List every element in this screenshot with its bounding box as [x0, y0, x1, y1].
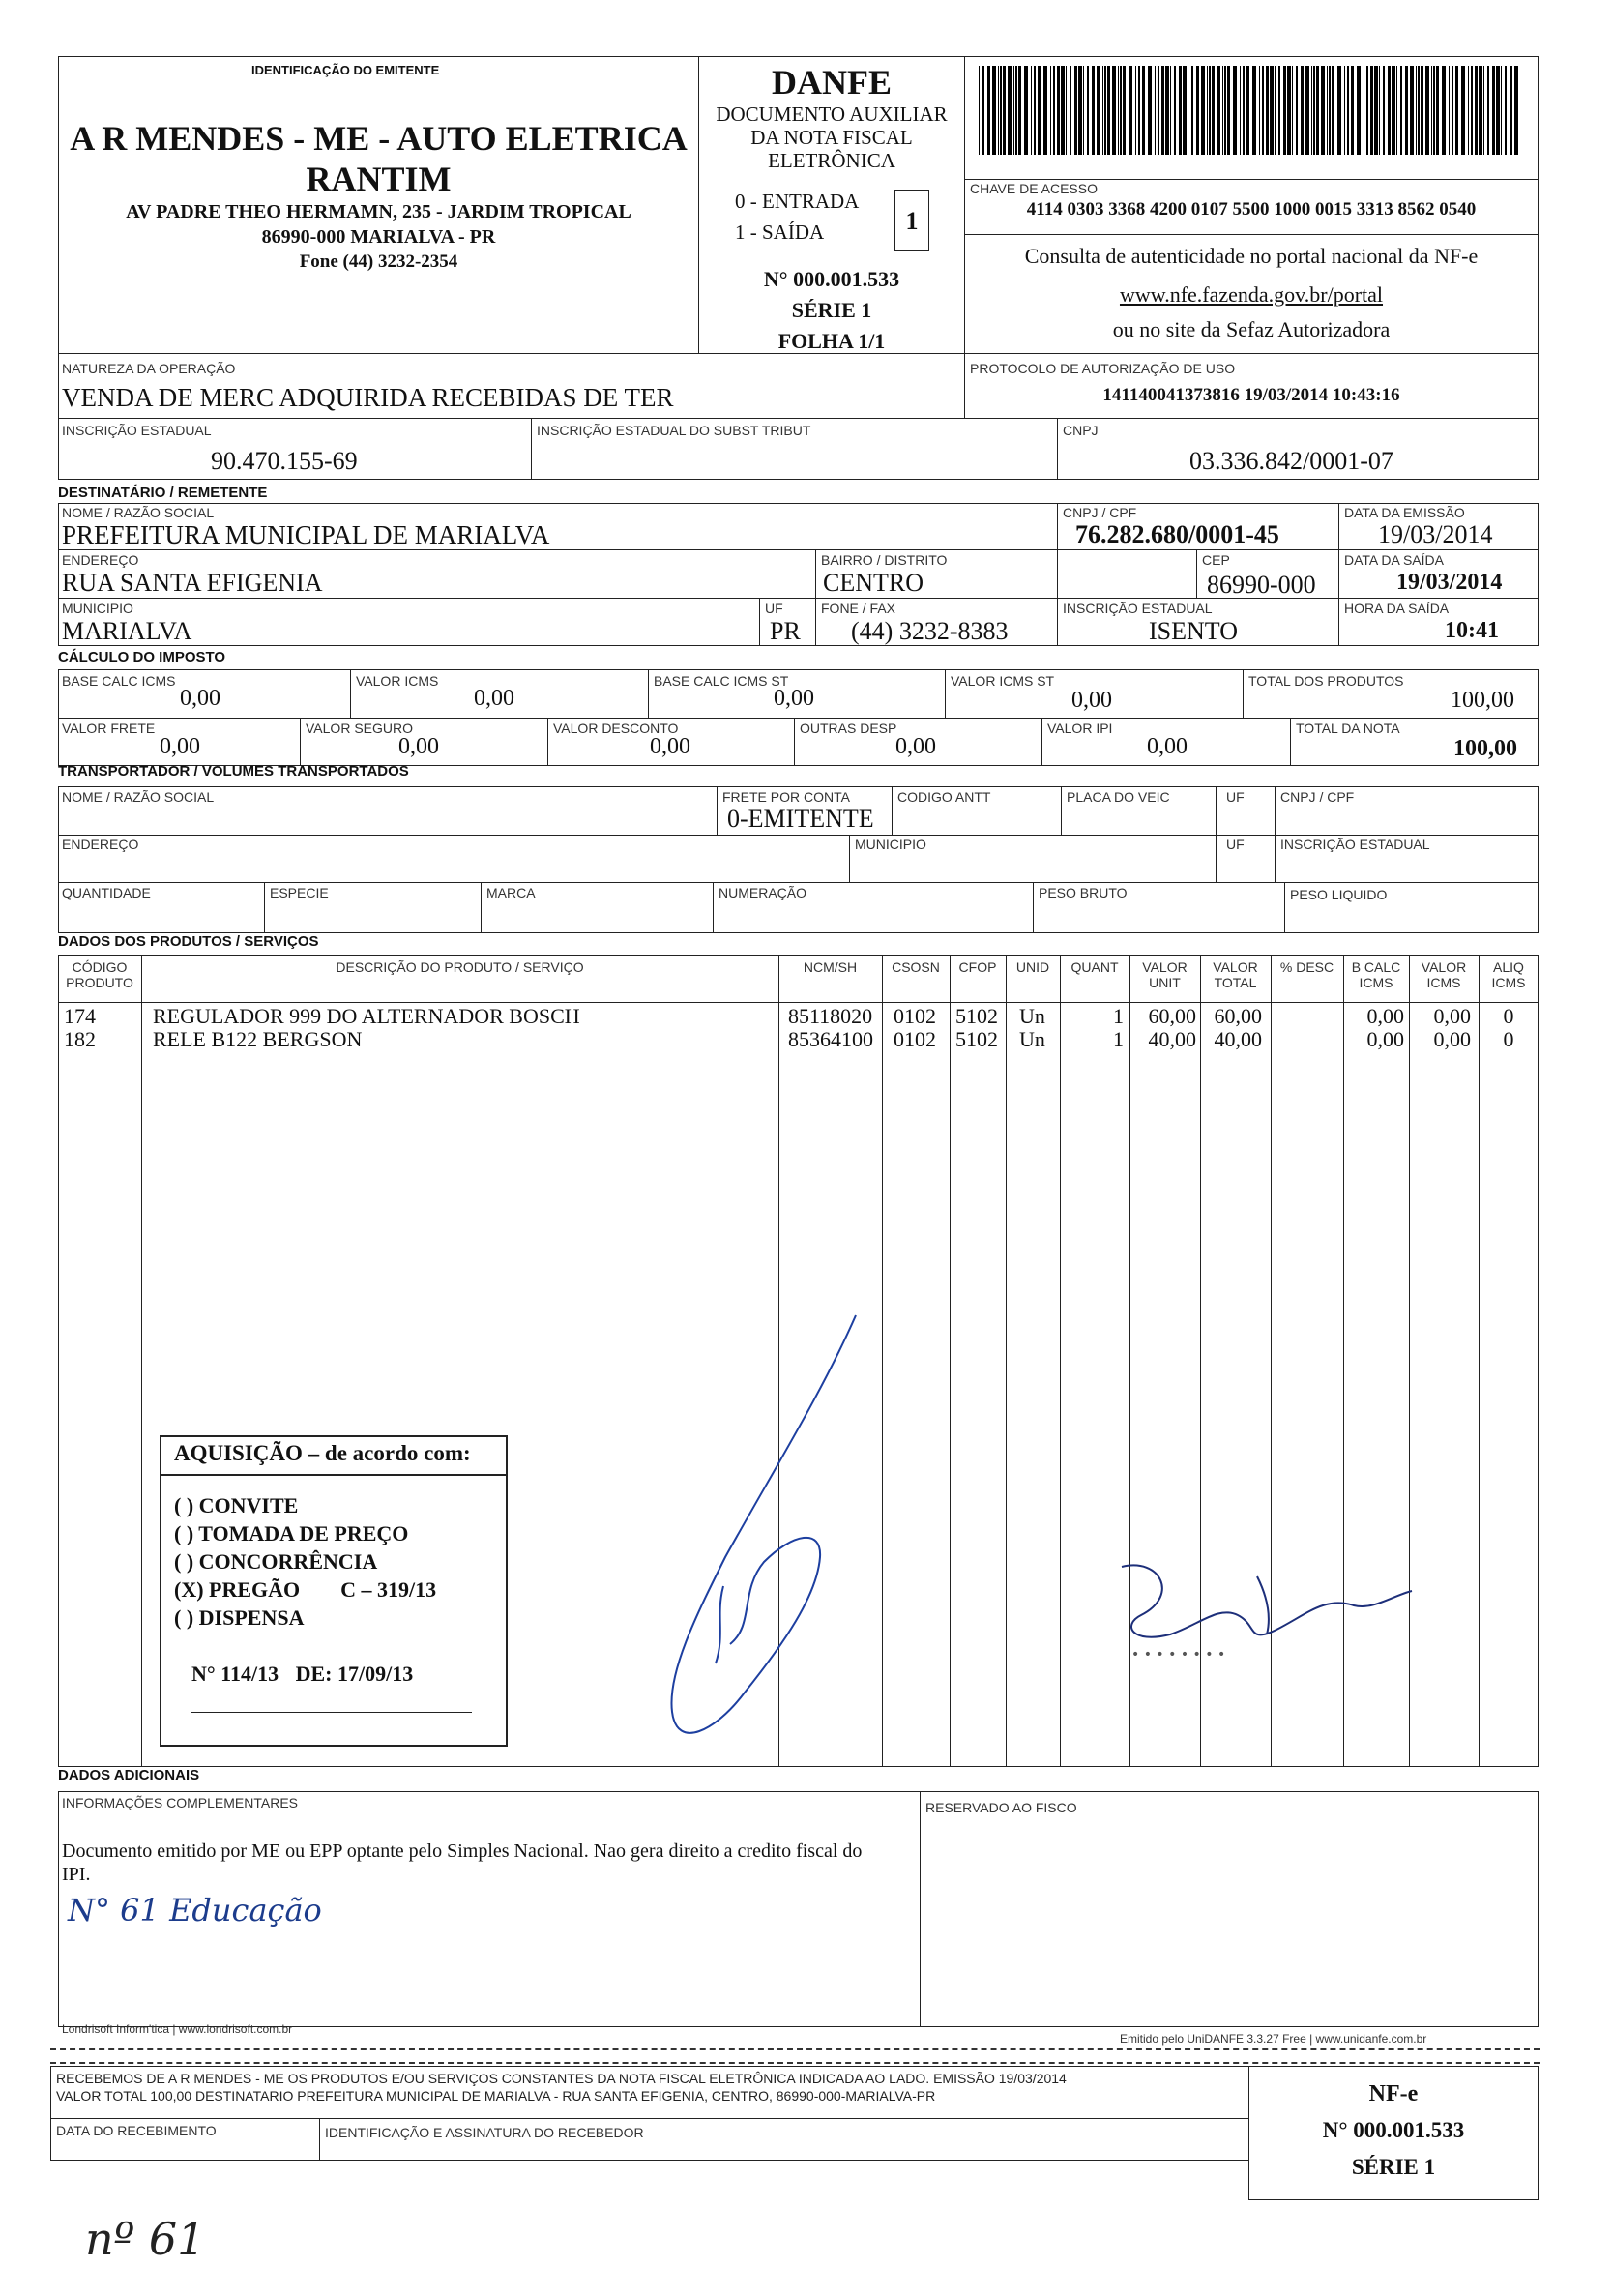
- th-vicms: VALOR ICMS: [1421, 959, 1467, 991]
- ie-value: 90.470.155-69: [211, 447, 358, 475]
- th-ncm: NCM/SH: [803, 959, 858, 975]
- row1-vicms: 0,00: [1433, 1027, 1471, 1051]
- transp-col-4: [1216, 786, 1217, 882]
- imposto-col-2: [648, 669, 649, 718]
- stamp-numero: N° 114/13: [191, 1662, 279, 1686]
- row0-csosn: 0102: [894, 1004, 936, 1028]
- transp-marca-label: MARCA: [486, 885, 536, 900]
- row1-vunit: 40,00: [1148, 1027, 1196, 1051]
- dest-col-line-2: [1338, 503, 1339, 646]
- dest-uf-label: UF: [765, 601, 783, 616]
- stamp-concorrencia: ( ) CONCORRÊNCIA: [174, 1549, 378, 1574]
- stamp-dispensa: ( ) DISPENSA: [174, 1605, 305, 1630]
- stamp-title: AQUISIÇÃO – de acordo com:: [174, 1441, 471, 1465]
- canhoto-assinatura-label: IDENTIFICAÇÃO E ASSINATURA DO RECEBEDOR: [325, 2125, 644, 2140]
- ipi-label: VALOR IPI: [1047, 721, 1113, 736]
- dest-emissao: 19/03/2014: [1378, 520, 1493, 548]
- transp-row-2: [58, 882, 1539, 883]
- base-st: 0,00: [774, 686, 814, 711]
- transp-antt-label: CODIGO ANTT: [897, 789, 991, 805]
- transp-frete: 0-EMITENTE: [727, 805, 874, 833]
- desconto: 0,00: [650, 734, 690, 759]
- dest-row-line-2: [58, 598, 1539, 599]
- imposto-col-9: [1290, 718, 1291, 766]
- row0-aliq: 0: [1503, 1004, 1514, 1028]
- stamp-options: [174, 1491, 436, 1632]
- transp-ie-label: INSCRIÇÃO ESTADUAL: [1280, 837, 1430, 852]
- emitente-address: AV PADRE THEO HERMAMN, 235 - JARDIM TROPICAL: [126, 201, 631, 222]
- transp-placa-label: PLACA DO VEIC: [1067, 789, 1170, 805]
- transp-col-9: [713, 882, 714, 933]
- danfe-subtitle1: DOCUMENTO AUXILIAR: [716, 103, 948, 126]
- stamp-pregao-row: [174, 1575, 436, 1604]
- dest-emissao-label: DATA DA EMISSÃO: [1344, 505, 1465, 520]
- stamp-data: DE: 17/09/13: [295, 1662, 414, 1686]
- stamp-title-line: [160, 1474, 508, 1476]
- transp-qtd-label: QUANTIDADE: [62, 885, 151, 900]
- th-bcalc: B CALC ICMS: [1351, 959, 1401, 991]
- stamp-number-row: [191, 1662, 413, 1687]
- receiver-signature: [1102, 1538, 1431, 1673]
- chave-label: CHAVE DE ACESSO: [970, 181, 1099, 196]
- info-label: INFORMAÇÕES COMPLEMENTARES: [62, 1795, 298, 1810]
- desconto-label: VALOR DESCONTO: [553, 721, 679, 736]
- canhoto-numero: N° 000.001.533: [1322, 2118, 1465, 2142]
- imposto-col-1: [350, 669, 351, 718]
- chave-consulta: Consulta de autenticidade no portal nacional da NF-e: [1024, 244, 1479, 268]
- dest-fone-label: FONE / FAX: [821, 601, 896, 616]
- row1-aliq: 0: [1503, 1027, 1514, 1051]
- row1-csosn: 0102: [894, 1027, 936, 1051]
- transp-cnpj-label: CNPJ / CPF: [1280, 789, 1355, 805]
- dest-bairro-label: BAIRRO / DISTRITO: [821, 552, 948, 568]
- emitente-name-line2: RANTIM: [306, 160, 452, 198]
- transp-uf-label: UF: [1226, 789, 1245, 805]
- dest-cep: 86990-000: [1207, 571, 1316, 599]
- adicionais-section-label: DADOS ADICIONAIS: [58, 1767, 200, 1783]
- danfe-serie: SÉRIE 1: [791, 298, 872, 322]
- ipi: 0,00: [1147, 734, 1188, 759]
- protocolo-label: PROTOCOLO DE AUTORIZAÇÃO DE USO: [970, 361, 1236, 376]
- fisco-label: RESERVADO AO FISCO: [925, 1800, 1077, 1815]
- seguro-label: VALOR SEGURO: [306, 721, 413, 736]
- prod-col-cfop: [1006, 955, 1007, 1767]
- stamp-convite: ( ) CONVITE: [174, 1493, 299, 1517]
- total-nota-label: TOTAL DA NOTA: [1296, 721, 1400, 736]
- th-desc: % DESC: [1279, 959, 1334, 975]
- stamp-pregao: (X) PREGÃO: [174, 1577, 301, 1602]
- danfe-subtitle3: ELETRÔNICA: [768, 149, 895, 172]
- row0-vicms: 0,00: [1433, 1004, 1471, 1028]
- dest-hora: 10:41: [1445, 618, 1499, 643]
- emitente-section-label: IDENTIFICAÇÃO DO EMITENTE: [251, 63, 440, 77]
- total-nota: 100,00: [1453, 736, 1517, 761]
- th-csosn: CSOSN: [892, 959, 940, 975]
- dest-nome-label: NOME / RAZÃO SOCIAL: [62, 505, 215, 520]
- signature-scribble: [648, 1306, 899, 1770]
- dest-endereco-label: ENDEREÇO: [62, 552, 139, 568]
- valor-icms: 0,00: [474, 686, 514, 711]
- transp-bruto-label: PESO BRUTO: [1039, 885, 1128, 900]
- row1-codigo: 182: [64, 1027, 96, 1051]
- th-codigo: CÓDIGO PRODUTO: [66, 959, 133, 991]
- canhoto-text1: RECEBEMOS DE A R MENDES - ME OS PRODUTOS E/OU SERVIÇOS CONSTANTES DA NOTA FISCAL ELETRÔNICA INDICADA AO LADO. EMISSÃO 19/03/2014: [56, 2071, 1067, 2086]
- cut-line-2: [50, 2062, 1540, 2064]
- danfe-saida: 1 - SAÍDA: [735, 221, 825, 244]
- transp-col-1: [717, 786, 718, 835]
- imposto-col-4: [1243, 669, 1244, 718]
- transp-numeracao-label: NUMERAÇÃO: [719, 885, 807, 900]
- emitente-city: 86990-000 MARIALVA - PR: [261, 226, 496, 248]
- th-quant: QUANT: [1070, 959, 1119, 975]
- valor-icms-label: VALOR ICMS: [356, 673, 439, 689]
- dest-cnpj: 76.282.680/0001-45: [1075, 520, 1279, 548]
- imposto-col-3: [945, 669, 946, 718]
- dest-saida: 19/03/2014: [1396, 570, 1503, 595]
- dest-uf: PR: [770, 617, 801, 645]
- total-prod-label: TOTAL DOS PRODUTOS: [1248, 673, 1404, 689]
- cnpj-emit-label: CNPJ: [1063, 423, 1099, 438]
- dest-col-line-1: [1057, 503, 1058, 646]
- transp-col-2: [892, 786, 893, 835]
- cnpj-emit-value: 03.336.842/0001-07: [1189, 447, 1393, 475]
- transp-row-1: [58, 835, 1539, 836]
- row0-quant: 1: [1113, 1004, 1124, 1028]
- imposto-row-line: [58, 718, 1539, 719]
- transp-col-7: [264, 882, 265, 933]
- seguro: 0,00: [398, 734, 439, 759]
- transp-endereco-label: ENDEREÇO: [62, 837, 139, 852]
- canhoto-col-line: [319, 2118, 320, 2161]
- valor-st: 0,00: [1071, 688, 1112, 713]
- row1-ncm: 85364100: [788, 1027, 873, 1051]
- imposto-col-5: [300, 718, 301, 766]
- emitente-name-line1: A R MENDES - ME - AUTO ELETRICA: [70, 119, 688, 158]
- barcode-image: [979, 66, 1525, 155]
- canhoto-serie: SÉRIE 1: [1351, 2155, 1436, 2179]
- info-text: Documento emitido por ME ou EPP optante pelo Simples Nacional. Nao gera direito a credito fiscal do IPI.: [62, 1840, 863, 1885]
- transportador-section-label: TRANSPORTADOR / VOLUMES TRANSPORTADOS: [58, 763, 409, 780]
- svg-text:• • • • • • • •: • • • • • • • •: [1131, 1647, 1226, 1663]
- emitente-name: [58, 118, 699, 199]
- natureza-label: NATUREZA DA OPERAÇÃO: [62, 361, 236, 376]
- bottom-handwritten: nº 61: [85, 2213, 206, 2265]
- row0-bcalc: 0,00: [1366, 1004, 1404, 1028]
- stamp-pregao-num: C – 319/13: [340, 1577, 437, 1602]
- stamp-sign-line: [191, 1712, 472, 1713]
- dest-col-line-4: [1196, 549, 1197, 598]
- canhoto-text2: VALOR TOTAL 100,00 DESTINATARIO PREFEITURA MUNICIPAL DE MARIALVA - RUA SANTA EFIGENIA, CENTRO, 86990-000-MARIALVA-PR: [56, 2088, 936, 2104]
- stamp-tomada: ( ) TOMADA DE PREÇO: [174, 1521, 409, 1545]
- outras-label: OUTRAS DESP: [800, 721, 897, 736]
- cut-line-1: [50, 2048, 1540, 2050]
- transp-col-11: [1284, 882, 1285, 933]
- canhoto-row-line: [50, 2118, 1249, 2119]
- th-vtotal: VALOR TOTAL: [1213, 959, 1258, 991]
- th-descricao: DESCRIÇÃO DO PRODUTO / SERVIÇO: [336, 959, 584, 975]
- software-right: Emitido pelo UniDANFE 3.3.27 Free | www.unidanfe.com.br: [1120, 2032, 1427, 2046]
- dest-ie-label: INSCRIÇÃO ESTADUAL: [1063, 601, 1213, 616]
- dest-bairro: CENTRO: [823, 569, 924, 597]
- base-st-label: BASE CALC ICMS ST: [654, 673, 789, 689]
- row0-vunit: 60,00: [1148, 1004, 1196, 1028]
- chave-value: 4114 0303 3368 4200 0107 5500 1000 0015 3313 8562 0540: [1026, 199, 1477, 220]
- imposto-col-6: [547, 718, 548, 766]
- th-vunit: VALOR UNIT: [1142, 959, 1188, 991]
- row0-descricao: REGULADOR 999 DO ALTERNADOR BOSCH: [153, 1004, 580, 1028]
- base-icms: 0,00: [180, 686, 220, 711]
- row0-vtotal: 60,00: [1214, 1004, 1262, 1028]
- destinatario-section-label: DESTINATÁRIO / REMETENTE: [58, 485, 268, 501]
- produtos-header-line: [58, 1002, 1539, 1003]
- transp-nome-label: NOME / RAZÃO SOCIAL: [62, 789, 215, 805]
- software-left: Londrisoft Inform'tica | www.londrisoft.com.br: [62, 2022, 293, 2036]
- base-icms-label: BASE CALC ICMS: [62, 673, 176, 689]
- th-aliq: ALIQ ICMS: [1491, 959, 1526, 991]
- dest-municipio: MARIALVA: [62, 617, 192, 645]
- valor-st-label: VALOR ICMS ST: [951, 673, 1055, 689]
- dest-municipio-label: MUNICIPIO: [62, 601, 133, 616]
- fisco-box: [920, 1791, 1539, 2027]
- transp-col-6: [849, 835, 850, 882]
- dest-endereco: RUA SANTA EFIGENIA: [62, 569, 323, 597]
- row1-cfop: 5102: [955, 1027, 998, 1051]
- dest-cep-label: CEP: [1202, 552, 1230, 568]
- th-cfop: CFOP: [958, 959, 997, 975]
- row0-unid: Un: [1019, 1004, 1045, 1028]
- dest-cnpj-label: CNPJ / CPF: [1063, 505, 1137, 520]
- row1-bcalc: 0,00: [1366, 1027, 1404, 1051]
- imposto-section-label: CÁLCULO DO IMPOSTO: [58, 649, 226, 665]
- danfe-tipo: 1: [905, 207, 919, 235]
- dest-col-line-3: [815, 549, 816, 646]
- transp-uf2-label: UF: [1226, 837, 1245, 852]
- row1-descricao: RELE B122 BERGSON: [153, 1027, 363, 1051]
- th-unid: UNID: [1015, 959, 1050, 975]
- row0-cfop: 5102: [955, 1004, 998, 1028]
- danfe-entrada: 0 - ENTRADA: [735, 190, 860, 213]
- frete-label: VALOR FRETE: [62, 721, 156, 736]
- prod-col-csosn: [950, 955, 951, 1767]
- danfe-title: DANFE: [772, 63, 892, 102]
- emitente-phone: Fone (44) 3232-2354: [299, 251, 458, 272]
- row0-ncm: 85118020: [788, 1004, 873, 1028]
- prod-col-unid: [1060, 955, 1061, 1767]
- imposto-col-8: [1041, 718, 1042, 766]
- dest-nome: PREFEITURA MUNICIPAL DE MARIALVA: [62, 520, 550, 549]
- dest-row-line-1: [58, 549, 1539, 550]
- transp-col-10: [1033, 882, 1034, 933]
- ie-st-label: INSCRIÇÃO ESTADUAL DO SUBST TRIBUT: [537, 423, 811, 438]
- row1-vtotal: 40,00: [1214, 1027, 1262, 1051]
- transp-col-5: [1275, 786, 1276, 882]
- danfe-folha: FOLHA 1/1: [777, 329, 886, 353]
- chave-url[interactable]: www.nfe.fazenda.gov.br/portal: [1119, 282, 1384, 307]
- transp-municipio-label: MUNICIPIO: [855, 837, 926, 852]
- canhoto-nfe: NF-e: [1368, 2081, 1419, 2106]
- frete: 0,00: [160, 734, 200, 759]
- row1-unid: Un: [1019, 1027, 1045, 1051]
- ie-label: INSCRIÇÃO ESTADUAL: [62, 423, 212, 438]
- danfe-subtitle: [698, 103, 965, 172]
- dest-col-line-5: [759, 598, 760, 646]
- row1-quant: 1: [1113, 1027, 1124, 1051]
- prod-col-vicms: [1479, 955, 1480, 1767]
- transp-col-8: [481, 882, 482, 933]
- transp-frete-label: FRETE POR CONTA: [722, 789, 850, 805]
- dest-saida-label: DATA DA SAÍDA: [1344, 552, 1444, 568]
- outras: 0,00: [895, 734, 936, 759]
- transp-especie-label: ESPECIE: [270, 885, 329, 900]
- danfe-numero: N° 000.001.533: [763, 267, 900, 291]
- dest-fone: (44) 3232-8383: [851, 617, 1009, 645]
- prod-col-codigo: [141, 955, 142, 1767]
- produtos-section-label: DADOS DOS PRODUTOS / SERVIÇOS: [58, 933, 319, 950]
- info-handwritten: N° 61 Educação: [68, 1892, 322, 1928]
- total-prod: 100,00: [1451, 688, 1514, 713]
- natureza-value: VENDA DE MERC ADQUIRIDA RECEBIDAS DE TER: [62, 383, 674, 412]
- canhoto-data-label: DATA DO RECEBIMENTO: [56, 2123, 217, 2138]
- danfe-subtitle2: DA NOTA FISCAL: [750, 126, 913, 149]
- dest-ie: ISENTO: [1149, 617, 1238, 645]
- protocolo-value: 141140041373816 19/03/2014 10:43:16: [1102, 385, 1400, 405]
- transp-col-3: [1061, 786, 1062, 835]
- chave-sefaz: ou no site da Sefaz Autorizadora: [1112, 317, 1391, 341]
- imposto-col-7: [794, 718, 795, 766]
- row0-codigo: 174: [64, 1004, 96, 1028]
- transp-liquido-label: PESO LIQUIDO: [1290, 887, 1388, 902]
- dest-hora-label: HORA DA SAÍDA: [1344, 601, 1450, 616]
